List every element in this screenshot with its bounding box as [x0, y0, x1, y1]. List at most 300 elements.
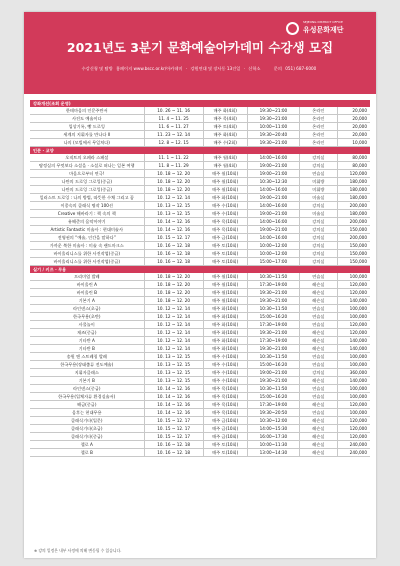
course-room: 레슨실	[300, 345, 337, 353]
course-fee: 240,000	[337, 449, 370, 457]
course-schedule: 매주 목(10회)	[203, 385, 247, 393]
section-header	[30, 266, 370, 274]
table-row	[30, 393, 370, 401]
course-fee: 180,000	[337, 186, 370, 194]
course-room: 연습실	[300, 385, 337, 393]
course-time: 15:00~16:20	[247, 313, 300, 321]
course-room: 온라인	[300, 139, 337, 147]
course-period: 10. 18 ~ 12. 20	[144, 281, 203, 289]
table-row	[30, 218, 370, 226]
course-schedule: 매주 목(10회)	[203, 409, 247, 417]
table-row	[30, 131, 370, 139]
table-row	[30, 417, 370, 425]
course-fee: 100,000	[337, 393, 370, 401]
course-schedule: 매주 목(10회)	[203, 218, 247, 226]
table-row	[30, 186, 370, 194]
course-name: 한국무용(입체자류 환경실술서)	[30, 393, 144, 401]
table-row	[30, 170, 370, 178]
course-period: 10. 15 ~ 12. 17	[144, 417, 203, 425]
table-row	[30, 226, 370, 234]
course-time: 19:30~21:00	[247, 289, 300, 297]
course-time: 10:30~11:50	[247, 305, 300, 313]
course-period: 10. 13 ~ 12. 15	[144, 210, 203, 218]
course-fee: 180,000	[337, 194, 370, 202]
table-row	[30, 250, 370, 258]
course-fee: 140,000	[337, 297, 370, 305]
course-fee: 100,000	[337, 409, 370, 417]
course-time: 10:00~11:00	[247, 123, 300, 131]
course-period: 10. 12 ~ 12. 14	[144, 321, 203, 329]
course-name: 바이올리니스를 위한 사진작업(중급)	[30, 258, 144, 266]
course-time: 15:00~17:00	[247, 258, 300, 266]
course-room: 레슨실	[300, 297, 337, 305]
page-title: 2021년도 3분기 문화예술아카데미 수강생 모집	[66, 40, 334, 55]
course-fee: 150,000	[337, 226, 370, 234]
logo-circle-icon	[286, 22, 299, 35]
table-row	[30, 289, 370, 297]
course-table-wrapper	[30, 100, 370, 457]
course-room: 레슨실	[300, 329, 337, 337]
course-room: 연습실	[300, 170, 337, 178]
section-header	[30, 147, 370, 155]
course-name: 한국무용(초반)	[30, 313, 144, 321]
course-time: 13:00~14:30	[247, 449, 300, 457]
course-time: 19:30~20:50	[247, 409, 300, 417]
course-fee: 100,000	[337, 353, 370, 361]
course-time: 19:30~21:00	[247, 139, 300, 147]
course-time: 17:30~19:00	[247, 401, 300, 409]
course-schedule: 매주 금(10회)	[203, 234, 247, 242]
course-fee: 240,000	[337, 441, 370, 449]
course-room: 강의실	[300, 154, 337, 162]
course-fee: 100,000	[337, 305, 370, 313]
course-period: 10. 18 ~ 12. 20	[144, 273, 203, 281]
table-row	[30, 258, 370, 266]
course-schedule: 매주 토(10회)	[203, 441, 247, 449]
course-period: 10. 13 ~ 12. 15	[144, 202, 203, 210]
course-time: 19:30~21:00	[247, 297, 300, 305]
course-room: 레슨실	[300, 449, 337, 457]
course-period: 10. 18 ~ 12. 20	[144, 297, 203, 305]
course-name: 프리미엄 발레	[30, 273, 144, 281]
course-schedule: 매주 수(10회)	[203, 361, 247, 369]
course-room: 강의실	[300, 202, 337, 210]
course-schedule: 매주 월(4회)	[203, 154, 247, 162]
course-period: 10. 12 ~ 12. 14	[144, 345, 203, 353]
table-row	[30, 313, 370, 321]
table-row	[30, 377, 370, 385]
course-schedule: 매주 토(10회)	[203, 250, 247, 258]
course-fee: 80,000	[337, 162, 370, 170]
course-room: 강의실	[300, 234, 337, 242]
course-fee: 120,000	[337, 401, 370, 409]
course-fee: 180,000	[337, 210, 370, 218]
course-fee: 20,000	[337, 107, 370, 115]
course-name: 유해준의 음악이야기	[30, 218, 144, 226]
course-time: 17:30~19:00	[247, 337, 300, 345]
course-time: 19:00~21:00	[247, 210, 300, 218]
course-name: 나만의 드로잉 그로잉(중급)	[30, 178, 144, 186]
course-period: 10. 12 ~ 12. 14	[144, 313, 203, 321]
course-room: 강의실	[300, 369, 337, 377]
course-schedule: 매주 화(10회)	[203, 329, 247, 337]
table-row	[30, 361, 370, 369]
course-name: 이종숙의 클래식 명작 100선	[30, 202, 144, 210]
course-fee: 80,000	[337, 154, 370, 162]
course-room: 강의실	[300, 250, 337, 258]
course-room: 레슨실	[300, 377, 337, 385]
method-value: 홈페이지 www.bscc.or.kr/아카데미	[115, 66, 183, 71]
course-schedule: 매주 수(10회)	[203, 202, 247, 210]
table-row	[30, 194, 370, 202]
table-row	[30, 273, 370, 281]
course-time: 15:00~16:20	[247, 393, 300, 401]
course-room: 레슨실	[300, 337, 337, 345]
table-row	[30, 449, 370, 457]
course-time: 10:30~12:30	[247, 178, 300, 186]
course-name: Creative 해바라기 : 책 속의 책	[30, 210, 144, 218]
course-room: 미술실	[300, 194, 337, 202]
course-time: 19:30~21:00	[247, 329, 300, 337]
course-time: 10:30~12:00	[247, 417, 300, 425]
course-schedule: 매주 금(10회)	[203, 425, 247, 433]
course-room: 레슨실	[300, 289, 337, 297]
course-name: 기타반 B	[30, 345, 144, 353]
course-period: 10. 18 ~ 12. 20	[144, 186, 203, 194]
section-header	[30, 100, 370, 107]
course-name: 기본기 B	[30, 377, 144, 385]
course-name: 기본기 A	[30, 297, 144, 305]
course-schedule: 매주 월(4회)	[203, 162, 247, 170]
table-row	[30, 329, 370, 337]
course-room: 미휘방	[300, 178, 337, 186]
course-name: 바이올리니스를 위한 사진작업(중급)	[30, 250, 144, 258]
footer-note: ※ 강의 일정은 내부 사정에 의해 변동될 수 있습니다.	[34, 548, 122, 553]
course-name: 바이올린 B	[30, 289, 144, 297]
course-schedule: 매주 금(10회)	[203, 433, 247, 441]
course-period: 10. 12 ~ 12. 14	[144, 194, 203, 202]
course-period: 10. 14 ~ 12. 16	[144, 218, 203, 226]
course-period: 10. 26 ~ 11. 16	[144, 107, 203, 115]
course-period: 10. 18 ~ 12. 20	[144, 178, 203, 186]
table-row	[30, 321, 370, 329]
logo-subtitle: SEJEONG DISTRICT OFFICE	[303, 20, 343, 24]
course-room: 레슨실	[300, 281, 337, 289]
course-name: 일러스트 드로잉 : 나의 방법, 따뜻한 수채 그리고 꿈	[30, 194, 144, 202]
course-name: 사물놀이	[30, 321, 144, 329]
course-schedule: 매주 토(10회)	[203, 449, 247, 457]
course-name: 나만의 드로잉 그로잉(중급)	[30, 186, 144, 194]
course-period: 11. 1 ~ 11. 22	[144, 154, 203, 162]
course-schedule: 매주 화(10회)	[203, 345, 247, 353]
course-name: 오직트의 오페라 스페셜	[30, 154, 144, 162]
course-period: 11. 6 ~ 11. 27	[144, 123, 203, 131]
table-row	[30, 305, 370, 313]
course-time: 17:30~19:00	[247, 321, 300, 329]
course-period: 10. 14 ~ 12. 16	[144, 401, 203, 409]
table-row	[30, 441, 370, 449]
course-room: 연습실	[300, 273, 337, 281]
course-room: 강의실	[300, 226, 337, 234]
course-schedule: 매주 목(4회)	[203, 115, 247, 123]
course-period: 10. 16 ~ 12. 18	[144, 258, 203, 266]
course-room: 연습실	[300, 321, 337, 329]
course-period: 10. 18 ~ 12. 20	[144, 289, 203, 297]
course-schedule: 매주 월(10회)	[203, 178, 247, 186]
course-fee: 120,000	[337, 281, 370, 289]
course-fee: 140,000	[337, 377, 370, 385]
course-fee: 200,000	[337, 218, 370, 226]
course-name: 사진도 예술이다	[30, 115, 144, 123]
course-name: 입상기록, 빵 드로잉	[30, 123, 144, 131]
table-row	[30, 123, 370, 131]
course-room: 연습실	[300, 409, 337, 417]
course-room: 레슨실	[300, 433, 337, 441]
course-name: 라인댄스(중급)	[30, 385, 144, 393]
table-row	[30, 409, 370, 417]
course-name: 세계의 지휘자를 만나다 II	[30, 131, 144, 139]
course-room: 미술실	[300, 210, 337, 218]
course-time: 10:30~11:50	[247, 273, 300, 281]
course-name: 해금(중급)	[30, 401, 144, 409]
course-time: 19:00~21:00	[247, 162, 300, 170]
course-time: 19:00~21:00	[247, 170, 300, 178]
info-line: 수강신청 및 탐방 홈페이지 www.bscc.or.kr/아카데미 · 강원연대 및 장사동 13건일 · 신학소 문의 051) 687-6000	[81, 66, 317, 71]
course-fee: 140,000	[337, 337, 370, 345]
course-schedule: 매주 화(10회)	[203, 305, 247, 313]
course-name: Artistic Fantastic 미술사 : 현대미술사	[30, 226, 144, 234]
course-fee: 140,000	[337, 345, 370, 353]
course-schedule: 매주 화(4회)	[203, 131, 247, 139]
course-period: 10. 15 ~ 12. 17	[144, 425, 203, 433]
course-schedule: 매주 토(10회)	[203, 242, 247, 250]
course-name: 한테마음의 인문주만서	[30, 107, 144, 115]
course-schedule: 매주 목(10회)	[203, 226, 247, 234]
course-time: 15:00~16:20	[247, 361, 300, 369]
course-name: 클래식기타(입문)	[30, 417, 144, 425]
course-time: 19:30~21:00	[247, 115, 300, 123]
course-name: 바이올린 A	[30, 281, 144, 289]
course-period: 10. 13 ~ 12. 15	[144, 353, 203, 361]
course-fee: 20,000	[337, 123, 370, 131]
course-fee: 100,000	[337, 273, 370, 281]
course-schedule: 매주 수(10회)	[203, 377, 247, 385]
course-fee: 100,000	[337, 361, 370, 369]
course-fee: 150,000	[337, 258, 370, 266]
section-title: 인문 · 교양	[30, 147, 370, 155]
course-time: 14:00~16:00	[247, 186, 300, 194]
course-period: 10. 14 ~ 12. 16	[144, 226, 203, 234]
course-period: 10. 16 ~ 12. 18	[144, 242, 203, 250]
course-time: 10:30~11:50	[247, 353, 300, 361]
course-time: 14:00~16:00	[247, 154, 300, 162]
course-room: 연습실	[300, 313, 337, 321]
course-schedule: 매주 수(10회)	[203, 369, 247, 377]
course-fee: 200,000	[337, 202, 370, 210]
course-period: 11. 23 ~ 12. 14	[144, 131, 203, 139]
course-fee: 10,000	[337, 139, 370, 147]
course-period: 10. 15 ~ 12. 17	[144, 234, 203, 242]
table-row	[30, 401, 370, 409]
course-period: 10. 12 ~ 12. 14	[144, 305, 203, 313]
course-fee: 20,000	[337, 131, 370, 139]
course-fee: 120,000	[337, 433, 370, 441]
table-row	[30, 178, 370, 186]
table-row	[30, 139, 370, 147]
course-fee: 100,000	[337, 313, 370, 321]
course-schedule: 매주 월(10회)	[203, 297, 247, 305]
logo-title: 유성문화재단	[303, 26, 344, 34]
location-text: 강원연대 및 장사동 13건일	[190, 66, 241, 71]
course-time: 14:00~16:00	[247, 218, 300, 226]
course-period: 10. 18 ~ 12. 20	[144, 170, 203, 178]
course-name: 라인댄스(초급)	[30, 305, 144, 313]
foundation-logo	[286, 20, 366, 40]
course-period: 11. 4 ~ 11. 25	[144, 115, 203, 123]
course-fee: 120,000	[337, 289, 370, 297]
table-row	[30, 162, 370, 170]
course-time: 17:30~19:00	[247, 281, 300, 289]
course-time: 19:00~21:00	[247, 369, 300, 377]
course-time: 10:30~11:50	[247, 385, 300, 393]
course-fee: 120,000	[337, 321, 370, 329]
course-room: 강의실	[300, 258, 337, 266]
header-banner	[24, 12, 376, 94]
table-row	[30, 353, 370, 361]
table-row	[30, 234, 370, 242]
course-time: 14:00~15:30	[247, 425, 300, 433]
section-title: 강좌개선(조회 운영)	[30, 100, 370, 107]
course-schedule: 매주 목(10회)	[203, 393, 247, 401]
course-time: 19:00~21:00	[247, 226, 300, 234]
course-fee: 200,000	[337, 234, 370, 242]
course-period: 10. 13 ~ 12. 15	[144, 369, 203, 377]
inquiry-label: 문의	[273, 66, 282, 71]
course-fee: 120,000	[337, 170, 370, 178]
course-schedule: 매주 목(10회)	[203, 401, 247, 409]
table-row	[30, 115, 370, 123]
course-room: 연습실	[300, 393, 337, 401]
course-fee: 360,000	[337, 369, 370, 377]
table-row	[30, 369, 370, 377]
course-room: 레슨실	[300, 417, 337, 425]
course-name: 클래식기타(중급)	[30, 433, 144, 441]
course-period: 10. 12 ~ 12. 14	[144, 329, 203, 337]
course-name: 탐정실의 무엇보다 소설을 · 소설로 떠나는 일본 여행	[30, 162, 144, 170]
course-name: 클래식기타(초급)	[30, 425, 144, 433]
course-schedule: 매주 수(10회)	[203, 210, 247, 218]
course-period: 10. 13 ~ 12. 15	[144, 361, 203, 369]
course-time: 10:00~11:30	[247, 441, 300, 449]
course-time: 10:00~12:00	[247, 242, 300, 250]
table-row	[30, 281, 370, 289]
course-period: 10. 14 ~ 12. 16	[144, 393, 203, 401]
course-period: 11. 8 ~ 11. 29	[144, 162, 203, 170]
course-fee: 120,000	[337, 329, 370, 337]
course-schedule: 매주 월(10회)	[203, 170, 247, 178]
course-schedule: 매주 화(4회)	[203, 107, 247, 115]
course-fee: 120,000	[337, 417, 370, 425]
course-schedule: 매주 월(10회)	[203, 186, 247, 194]
course-name: 나의 (모빌에서 무일처다)	[30, 139, 144, 147]
course-fee: 180,000	[337, 178, 370, 186]
course-name: 첼로 A	[30, 441, 144, 449]
course-schedule: 매주 토(4회)	[203, 123, 247, 131]
course-period: 10. 16 ~ 12. 18	[144, 449, 203, 457]
course-time: 10:00~12:00	[247, 250, 300, 258]
course-fee: 150,000	[337, 250, 370, 258]
course-fee: 100,000	[337, 385, 370, 393]
course-name: 송원 앤 스트레칭 발레	[30, 353, 144, 361]
course-name: 가까운 북한 미술사 : 미술 속 랜드마크스	[30, 242, 144, 250]
course-room: 연습실	[300, 353, 337, 361]
course-room: 연습실	[300, 361, 337, 369]
course-room: 온라인	[300, 131, 337, 139]
course-period: 10. 14 ~ 12. 16	[144, 409, 203, 417]
course-period: 10. 16 ~ 12. 18	[144, 250, 203, 258]
course-room: 온라인	[300, 115, 337, 123]
inquiry-value: 051) 687-6000	[285, 66, 317, 71]
course-schedule: 매주 금(10회)	[203, 417, 247, 425]
table-row	[30, 425, 370, 433]
course-period: 10. 14 ~ 12. 16	[144, 385, 203, 393]
course-room: 레슨실	[300, 425, 337, 433]
table-row	[30, 210, 370, 218]
course-period: 10. 12 ~ 12. 14	[144, 337, 203, 345]
course-fee: 120,000	[337, 425, 370, 433]
course-schedule: 매주 수(10회)	[203, 353, 247, 361]
section-title: 실기 / 키즈 · 무용	[30, 266, 370, 274]
course-fee: 150,000	[337, 242, 370, 250]
table-row	[30, 154, 370, 162]
course-time: 19:00~21:00	[247, 194, 300, 202]
course-time: 19:30~21:00	[247, 107, 300, 115]
table-row	[30, 345, 370, 353]
course-time: 19:30~21:00	[247, 377, 300, 385]
course-name: 재즈(중급)	[30, 329, 144, 337]
course-schedule: 매주 월(10회)	[203, 281, 247, 289]
method-label: 수강신청 및 탐방	[81, 66, 113, 71]
course-room: 레슨실	[300, 441, 337, 449]
course-period: 10. 15 ~ 12. 17	[144, 433, 203, 441]
course-name: 한국무용(장태춤류 전도예술)	[30, 361, 144, 369]
course-room: 강의실	[300, 242, 337, 250]
course-time: 19:30~21:00	[247, 345, 300, 353]
course-room: 레슨실	[300, 401, 337, 409]
course-room: 온라인	[300, 123, 337, 131]
course-time: 19:30~20:40	[247, 131, 300, 139]
table-row	[30, 107, 370, 115]
course-schedule: 매주 화(10회)	[203, 321, 247, 329]
table-row	[30, 385, 370, 393]
course-room: 연습실	[300, 305, 337, 313]
course-table	[30, 100, 370, 457]
course-name: 전영권의 “예술, 인간을 말하다”	[30, 234, 144, 242]
course-schedule: 매주 화(10회)	[203, 194, 247, 202]
course-schedule: 매주 화(10회)	[203, 337, 247, 345]
course-period: 10. 16 ~ 12. 18	[144, 441, 203, 449]
course-time: 16:00~17:30	[247, 433, 300, 441]
table-row	[30, 433, 370, 441]
course-name: 첼로 B	[30, 449, 144, 457]
flyer-sheet	[24, 12, 376, 558]
table-row	[30, 242, 370, 250]
course-room: 미휘방	[300, 186, 337, 194]
course-time: 14:00~16:00	[247, 202, 300, 210]
course-period: 10. 13 ~ 12. 15	[144, 377, 203, 385]
course-room: 강의실	[300, 162, 337, 170]
course-name: 기타반 A	[30, 337, 144, 345]
